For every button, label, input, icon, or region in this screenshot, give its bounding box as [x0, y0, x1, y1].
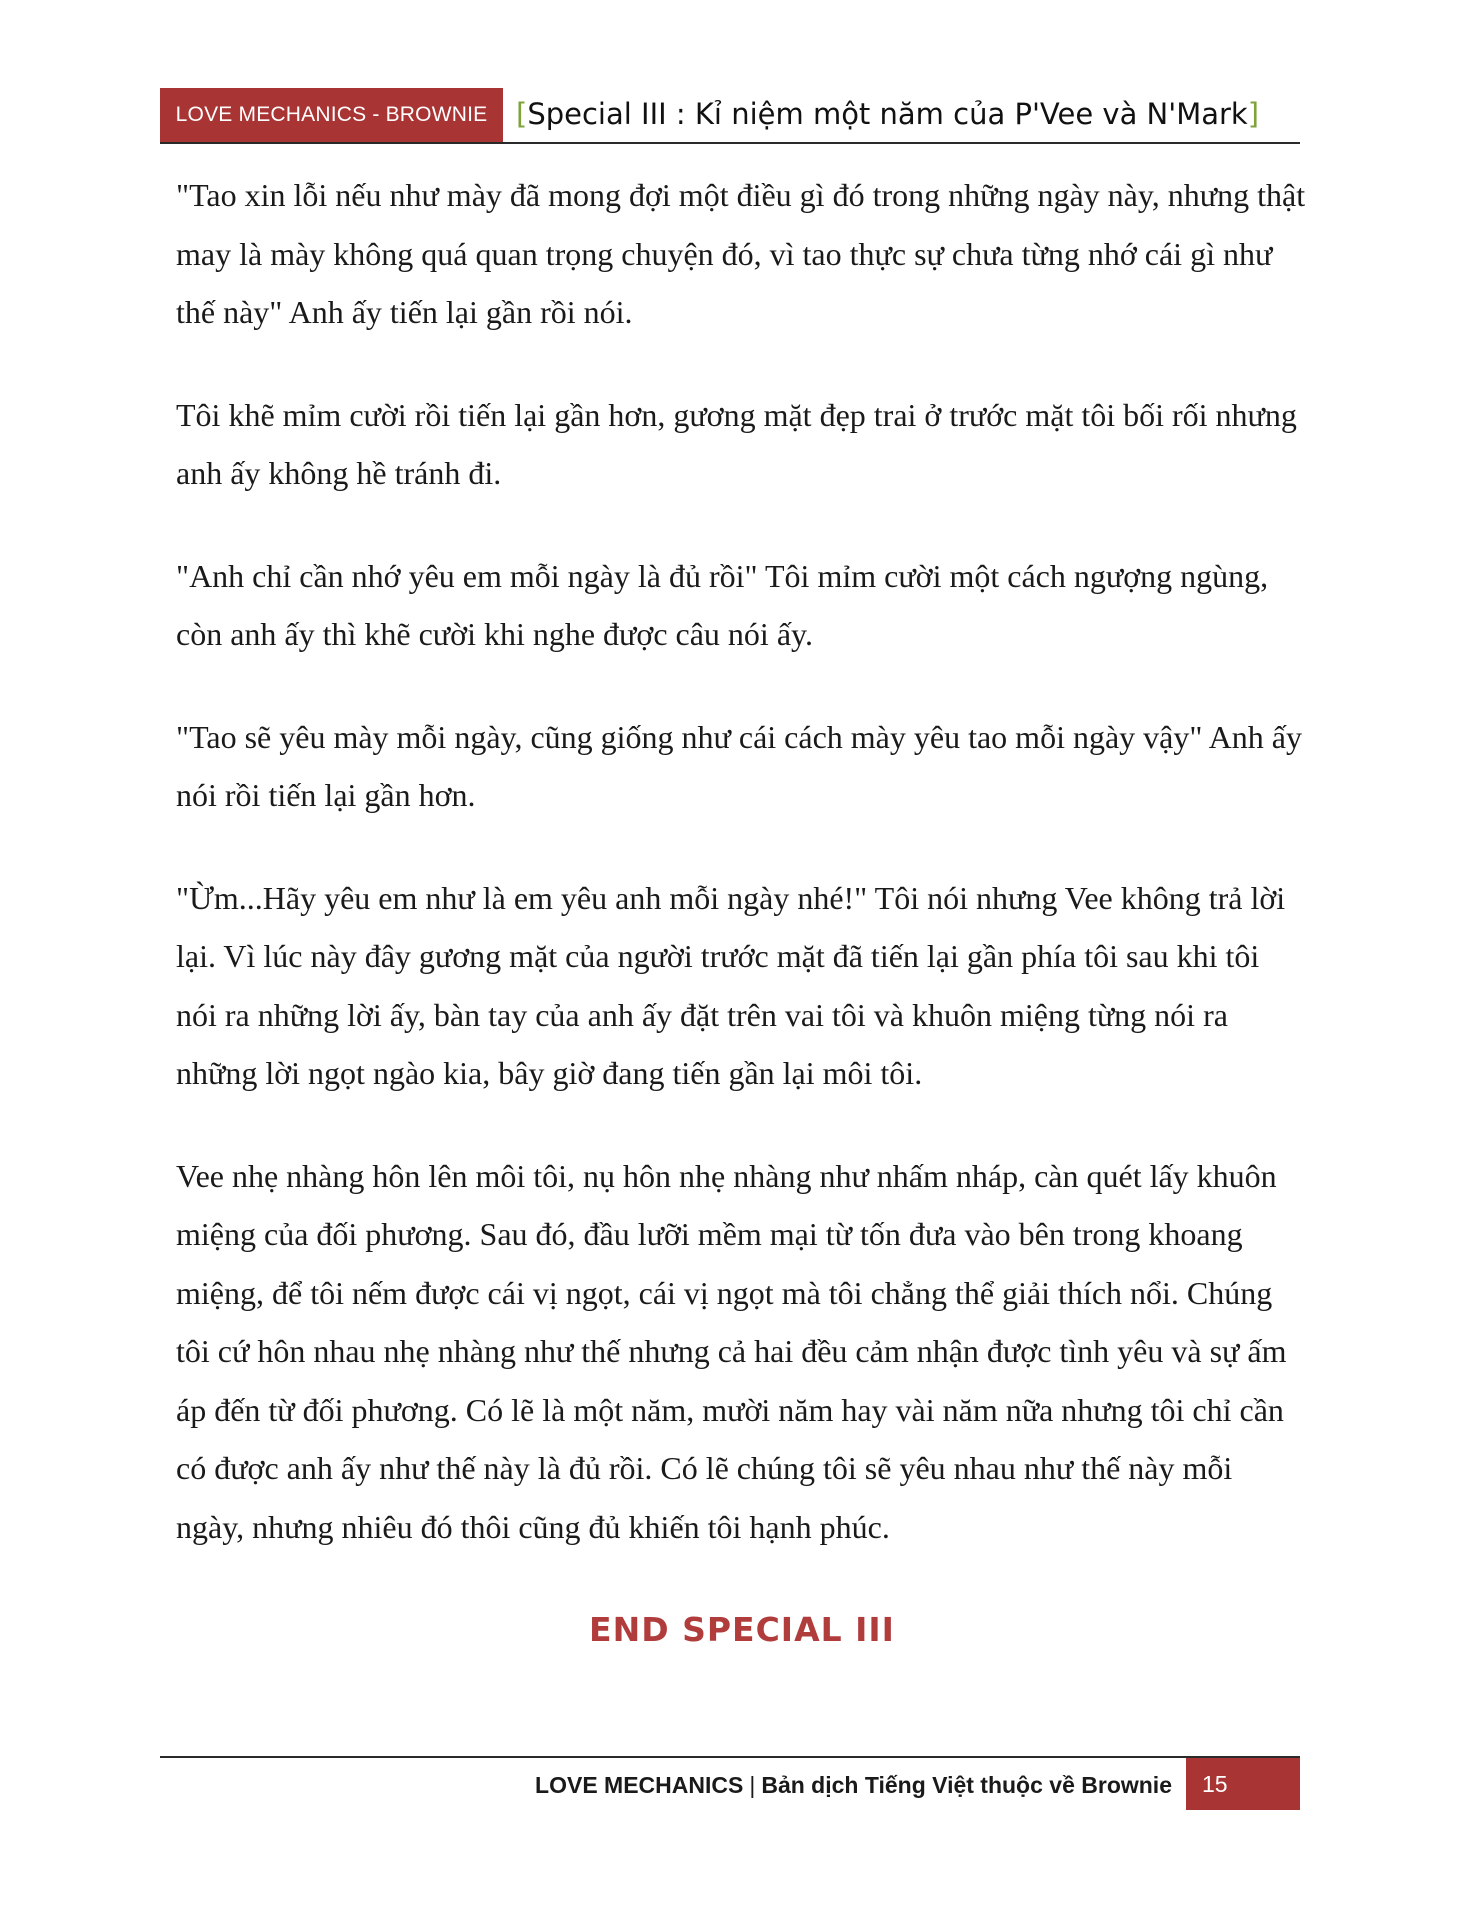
- header-chapter-text: Special III : Kỉ niệm một năm của P'Vee và N'Mark: [527, 97, 1248, 131]
- footer-book-title: LOVE MECHANICS: [535, 1772, 744, 1798]
- paragraph: "Tao sẽ yêu mày mỗi ngày, cũng giống như cái cách mày yêu tao mỗi ngày vậy" Anh ấy nói rồi tiến lại gần hơn.: [176, 718, 1302, 813]
- page-header: [160, 88, 1300, 144]
- footer-divider: [160, 1756, 1300, 1758]
- paragraph: Vee nhẹ nhàng hôn lên môi tôi, nụ hôn nhẹ nhàng như nhấm nháp, càn quét lấy khuôn miệng của đối phương. Sau đó, đầu lưỡi mềm mại từ tốn đưa vào bên trong khoang miệng, để tôi nếm được cái vị ngọt, cái vị ngọt mà tôi chẳng thể giải thích nổi. Chúng tôi cứ hôn nhau nhẹ nhàng như thế nhưng cả hai đều cảm nhận được tình yêu và sự ấm áp đến từ đối phương. Có lẽ là một năm, mười năm hay vài năm nữa nhưng tôi chỉ cần có được anh ấy như thế này là đủ rồi. Có lẽ chúng tôi sẽ yêu nhau như thế này mỗi ngày, nhưng nhiêu đó thôi cũng đủ khiến tôi hạnh phúc.: [176, 1157, 1287, 1545]
- paragraph: "Anh chỉ cần nhớ yêu em mỗi ngày là đủ rồi" Tôi mỉm cười một cách ngượng ngùng, còn anh ấy thì khẽ cười khi nghe được câu nói ấy.: [176, 557, 1269, 652]
- footer-separator: |: [749, 1772, 756, 1798]
- page-footer: [535, 1760, 1172, 1810]
- end-special-title: END SPECIAL III: [589, 1610, 895, 1649]
- header-series-tab: LOVE MECHANICS - BROWNIE: [160, 88, 503, 142]
- footer-credit: Bản dịch Tiếng Việt thuộc về Brownie: [761, 1772, 1172, 1798]
- body-text: [176, 166, 1306, 1600]
- paragraph: Tôi khẽ mỉm cười rồi tiến lại gần hơn, gương mặt đẹp trai ở trước mặt tôi bối rối nhưng anh ấy không hề tránh đi.: [176, 396, 1297, 491]
- paragraph: "Tao xin lỗi nếu như mày đã mong đợi một điều gì đó trong những ngày này, nhưng thật may là mày không quá quan trọng chuyện đó, vì tao thực sự chưa từng nhớ cái gì như thế này" Anh ấy tiến lại gần rồi nói.: [176, 177, 1306, 330]
- page-number: 15: [1186, 1758, 1300, 1810]
- paragraph: "Ừm...Hãy yêu em như là em yêu anh mỗi ngày nhé!" Tôi nói nhưng Vee không trả lời lại. Vì lúc này đây gương mặt của người trước mặt đã tiến lại gần phía tôi sau khi tôi nói ra những lời ấy, bàn tay của anh ấy đặt trên vai tôi và khuôn miệng từng nói ra những lời ngọt ngào kia, bây giờ đang tiến gần lại môi tôi.: [176, 879, 1286, 1091]
- header-bracket-close: ]: [1247, 97, 1260, 131]
- header-chapter-title: [516, 88, 1259, 142]
- header-bracket-open: [: [516, 97, 528, 131]
